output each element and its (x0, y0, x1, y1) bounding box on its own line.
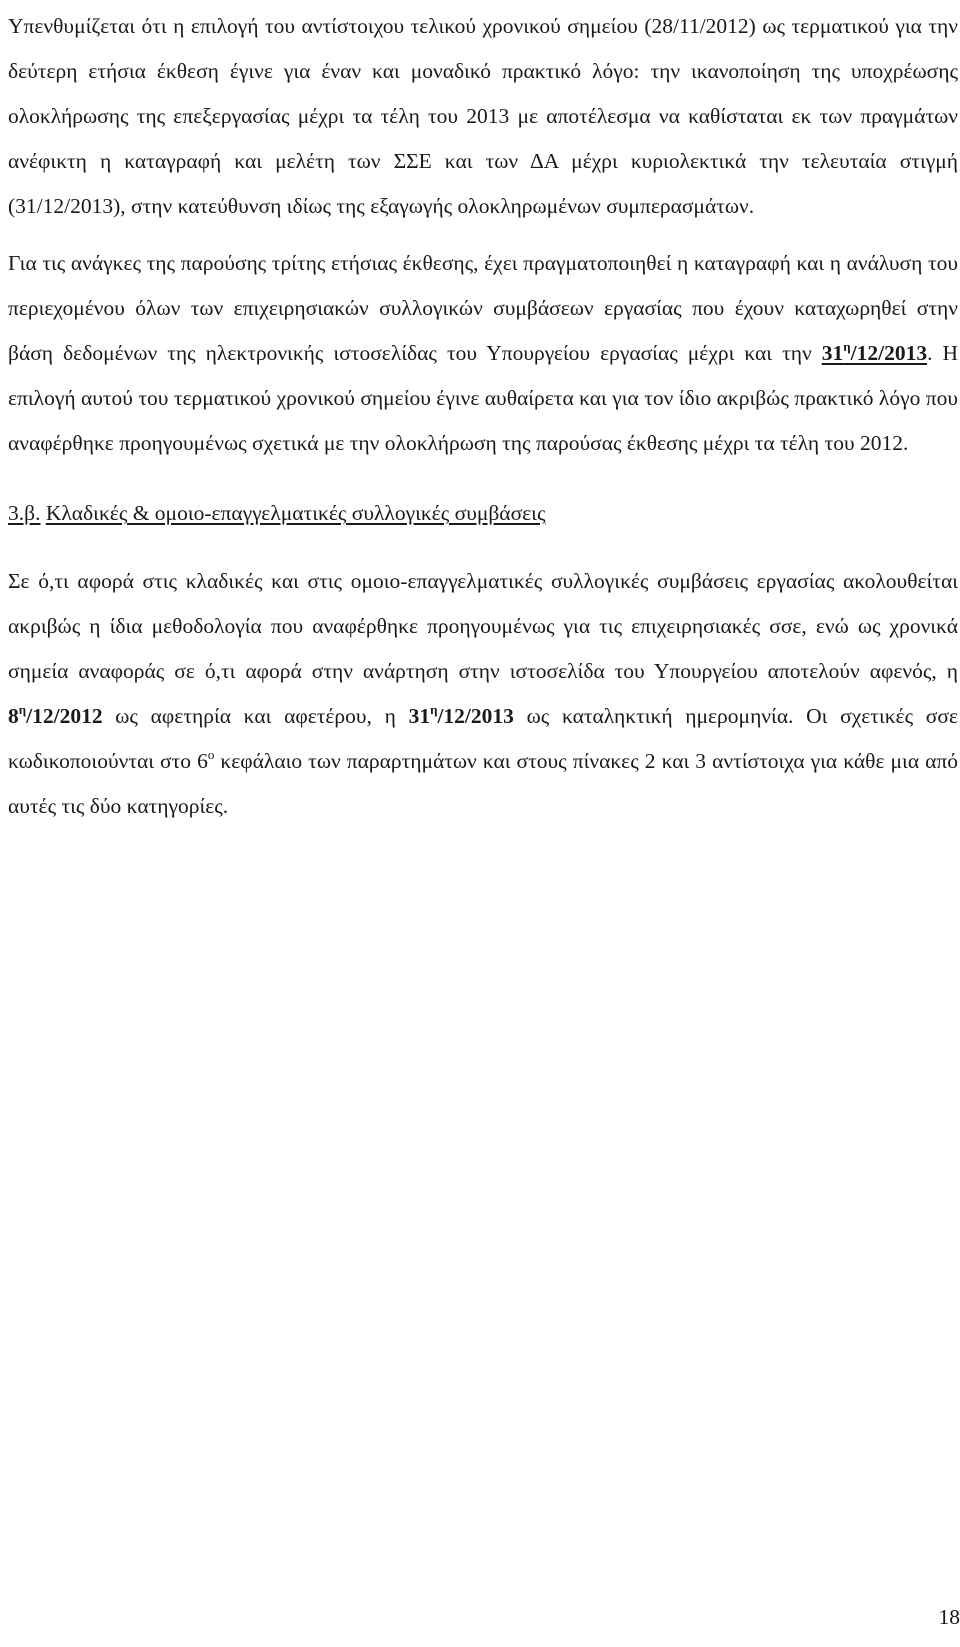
paragraph-third-report-text-1: Για τις ανάγκες της παρούσης τρίτης ετήσιας έκθεσης, έχει πραγματοποιηθεί η καταγραφή και η ανάλυση του περιεχομένου όλων των επιχειρησιακών συλλογικών συμβάσεων εργασίας που έχουν καταχωρηθεί στην βάση δεδομένων της ηλεκτρονικής ιστοσελίδας του Υπουργείου εργασίας μέχρι και την (8, 251, 958, 365)
paragraph-reminder-text: Υπενθυμίζεται ότι η επιλογή του αντίστοιχου τελικού χρονικού σημείου (28/11/2012) ως τερματικού για την δεύτερη ετήσια έκθεση έγινε για έναν και μοναδικό πρακτικό λόγο: την ικανοποίηση της υποχρέωσης ολοκλήρωσης της επεξεργασίας μέχρι τα τέλη του 2013 με αποτέλεσμα να καθίσταται εκ των πραγμάτων ανέφικτη η καταγραφή και μελέτη των ΣΣΕ και των ΔΑ μέχρι κυριολεκτικά την τελευταία στιγμή (31/12/2013), στην κατεύθυνση ιδίως της εξαγωγής ολοκληρωμένων συμπερασμάτων. (8, 14, 958, 218)
section-number: 3.β. (8, 501, 41, 525)
chapter-ordinal: ο (207, 747, 215, 762)
paragraph-sectoral-text-2: ως αφετηρία και αφετέρου, η (102, 704, 409, 728)
paragraph-reminder (8, 0, 958, 229)
paragraph-third-report-text-2: . Η επιλογή αυτού του τερματικού χρονικού σημείου έγινε αυθαίρετα και για τον ίδιο ακριβώς πρακτικό λόγο που αναφέρθηκε προηγουμένως σχετικά με την ολοκλήρωση της παρούσας έκθεσης μέχρι τα τέλη του 2012. (8, 341, 958, 455)
document-page (8, 0, 958, 829)
section-heading (8, 491, 958, 536)
paragraph-sectoral-text-1: Σε ό,τι αφορά στις κλαδικές και στις ομοιο-επαγγελματικές συλλογικές συμβάσεις εργασίας ακολουθείται ακριβώς η ίδια μεθοδολογία που αναφέρθηκε προηγουμένως για τις επιχειρησιακές σσε, ενώ ως χρονικά σημεία αναφοράς σε ό,τι αφορά στην ανάρτηση στην ιστοσελίδα του Υπουργείου αποτελούν αφενός, η (8, 569, 958, 683)
section-title: Κλαδικές & ομοιο-επαγγελματικές συλλογικές συμβάσεις (45, 501, 546, 525)
paragraph-third-report (8, 241, 958, 466)
page-number: 18 (938, 1605, 960, 1629)
start-date: $8^\eta/12/2012$ (8, 702, 103, 728)
end-date: $31^\eta/12/2013$ (408, 702, 514, 728)
paragraph-sectoral-text-4: κεφάλαιο των παραρτημάτων και στους πίνακες 2 και 3 αντίστοιχα για κάθε μια από αυτές τις δύο κατηγορίες. (8, 749, 958, 818)
paragraph-sectoral-text-3: ως καταληκτική ημερομηνία. Οι σχετικές σσε κωδικοποιούνται στο 6 (8, 704, 958, 773)
paragraph-sectoral (8, 559, 958, 829)
cutoff-date: $31^\eta/12/2013$ (821, 339, 928, 365)
